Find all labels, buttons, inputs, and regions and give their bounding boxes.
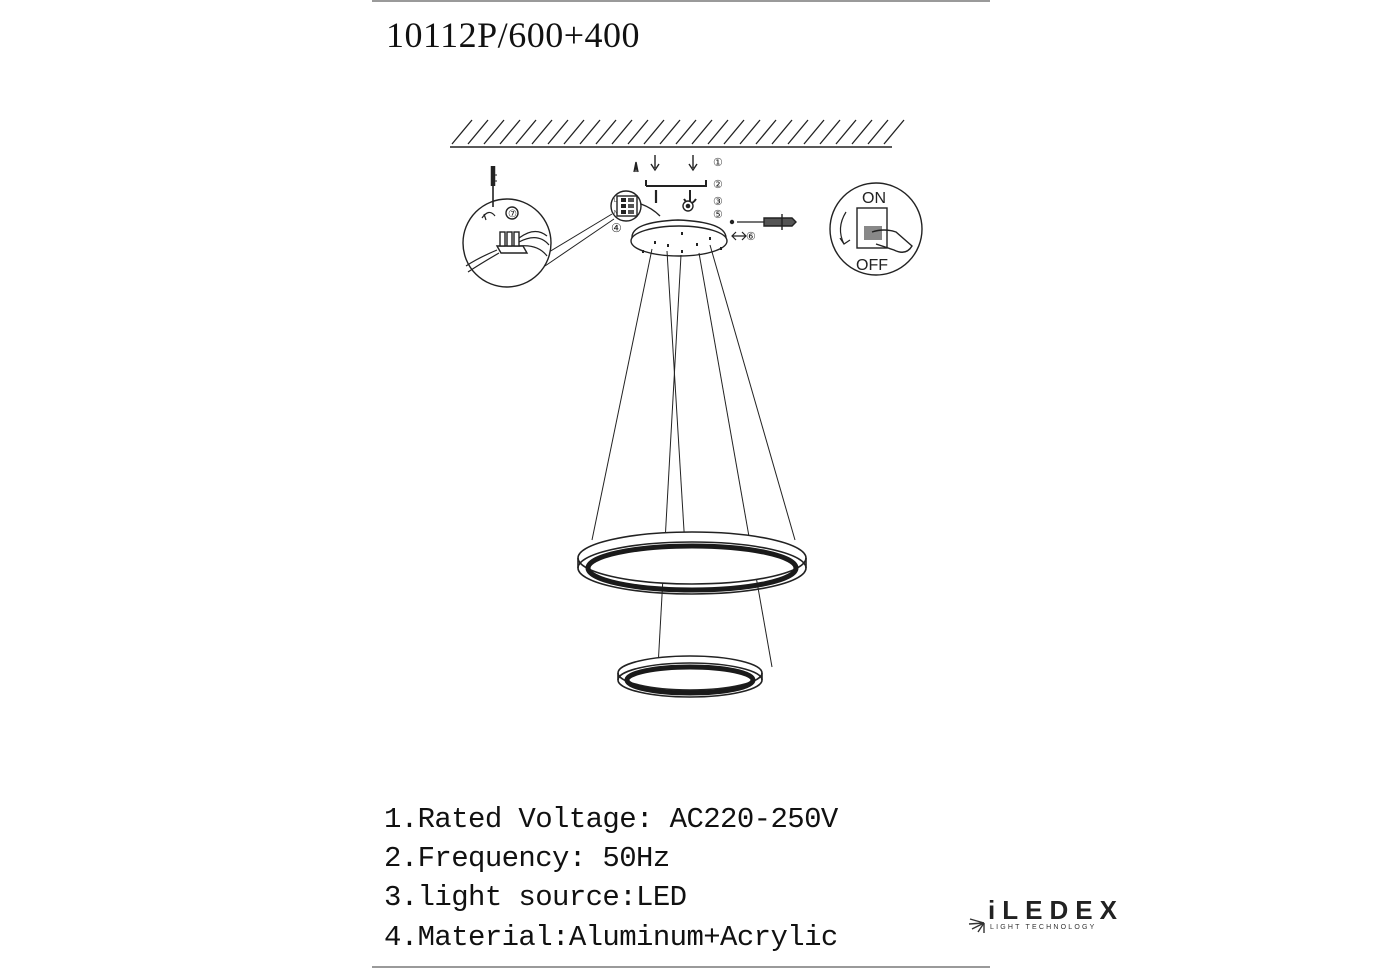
hatch-stroke: [596, 120, 616, 144]
hatch-stroke: [548, 120, 568, 144]
ceiling-hatch: [450, 120, 904, 147]
hatch-stroke: [708, 120, 728, 144]
canopy-screw-hole: [681, 250, 683, 253]
hatch-stroke: [836, 120, 856, 144]
hatch-stroke: [804, 120, 824, 144]
switch-on-label: ON: [862, 190, 886, 207]
step-5-label: ⑤: [713, 209, 723, 221]
hatch-stroke: [628, 120, 648, 144]
hatch-stroke: [532, 120, 552, 144]
hatch-stroke: [868, 120, 888, 144]
hatch-stroke: [660, 120, 680, 144]
hatch-stroke: [788, 120, 808, 144]
spec-material: 4.Material:Aluminum+Acrylic: [384, 921, 838, 954]
brand-name: iLEDEX: [988, 895, 1124, 925]
hatch-stroke: [772, 120, 792, 144]
spec-light-source: 3.light source:LED: [384, 881, 687, 914]
suspension-wires: [592, 245, 795, 667]
hatch-stroke: [612, 120, 632, 144]
brand-logo: [966, 895, 1156, 945]
upper-ring: [578, 532, 806, 594]
hatch-stroke: [884, 120, 904, 144]
canopy-screw-hole: [667, 244, 669, 247]
hatch-stroke: [452, 120, 472, 144]
brand-tagline: LIGHT TECHNOLOGY: [990, 924, 1097, 931]
mounting-bracket: [634, 155, 723, 221]
hatch-stroke: [580, 120, 600, 144]
step-4-label: ④: [611, 221, 622, 235]
step-3-label: ③: [713, 196, 723, 208]
hatch-stroke: [852, 120, 872, 144]
canopy-screw-hole: [654, 241, 656, 244]
step-6-label: ⑥: [746, 231, 756, 243]
terminal-label-l: L: [614, 198, 617, 204]
model-title: 10112P/600+400: [386, 15, 640, 55]
switch-magnifier: [830, 183, 922, 275]
switch-off-label: OFF: [856, 257, 888, 274]
hatch-stroke: [564, 120, 584, 144]
screw-step-6: [730, 214, 796, 243]
hatch-stroke: [740, 120, 760, 144]
hatch-stroke: [692, 120, 712, 144]
lower-ring: [618, 656, 762, 697]
hatch-stroke: [644, 120, 664, 144]
hatch-stroke: [724, 120, 744, 144]
hatch-stroke: [820, 120, 840, 144]
terminal-label-n: N: [614, 210, 618, 216]
wiring-magnifier: [463, 166, 551, 287]
canopy-screw-hole: [642, 250, 644, 253]
hatch-stroke: [484, 120, 504, 144]
hatch-stroke: [516, 120, 536, 144]
hatch-stroke: [756, 120, 776, 144]
logo-burst-icon: [966, 909, 988, 933]
spec-frequency: 2.Frequency: 50Hz: [384, 842, 670, 875]
canopy-screw-hole: [709, 237, 711, 240]
step-2-label: ②: [713, 179, 723, 191]
canopy-screw-hole: [696, 243, 698, 246]
canopy-screw-hole: [720, 247, 722, 250]
hatch-stroke: [500, 120, 520, 144]
canopy-screw-hole: [681, 232, 683, 235]
hatch-stroke: [676, 120, 696, 144]
spec-rated-voltage: 1.Rated Voltage: AC220-250V: [384, 803, 838, 836]
step-7-label: ⑦: [508, 209, 517, 220]
step-1-label: ①: [713, 157, 723, 169]
hatch-stroke: [468, 120, 488, 144]
